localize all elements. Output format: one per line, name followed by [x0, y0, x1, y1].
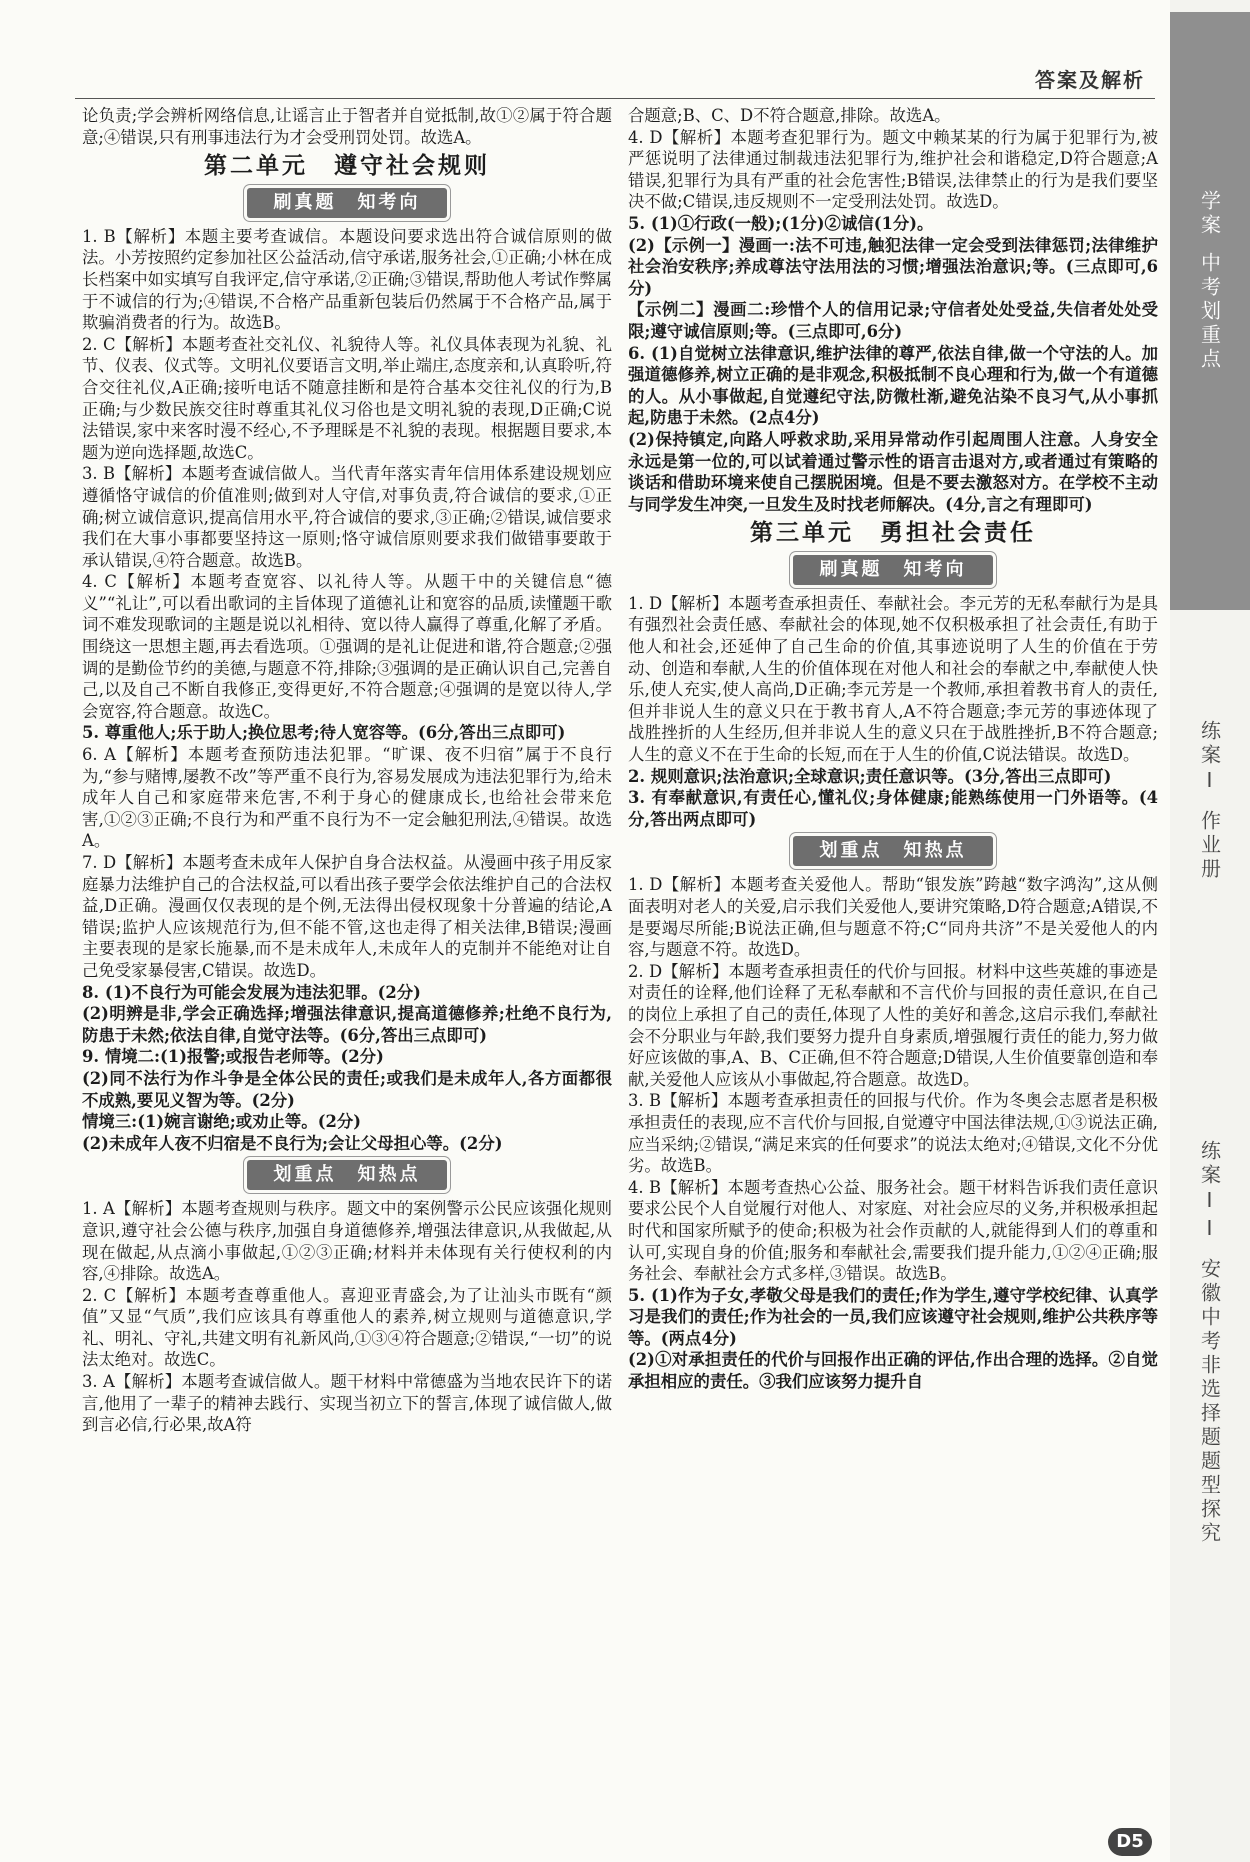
- answer-item: 5. (1)作为子女,孝敬父母是我们的责任;作为学生,遵守学校纪律、认真学习是我们的责任;作为社会的一员,我们应该遵守社会规则,维护公共秩序等等。(两点4分): [628, 1285, 1158, 1348]
- answer-item: 4. C【解析】本题考查宽容、以礼待人等。从题干中的关键信息“德义”“礼让”,可以看出歌词的主旨体现了道德礼让和宽容的品质,读懂题干歌词不难发现歌词的主题是说以礼相待、宽以待人赢得了尊重,化解了矛盾。围绕这一思想主题,再去看选项。①强调的是礼让促进和谐,符合题意;②强调的是勤俭节约的美德,与题意不符,排除;③强调的是正确认识自己,完善自己,以及自己不断自我修正,变得更好,不符合题意;④强调的是宽以待人,学会宽容,符合题意。故选C。: [82, 572, 612, 721]
- answer-item: 6. A【解析】本题考查预防违法犯罪。“旷课、夜不归宿”属于不良行为,“参与赌博,屡教不改”等严重不良行为,容易发展成为违法犯罪行为,给未成年人自己和家庭带来危害,不利于身心的健康成长,也给社会带来危害,①②③正确;不良行为和严重不良行为不一定会触犯刑法,④错误。故选A。: [82, 745, 612, 851]
- answer-item: 4. D【解析】本题考查犯罪行为。题文中赖某某的行为属于犯罪行为,被严惩说明了法律通过制裁违法犯罪行为,维护社会和谐稳定,D符合题意;A错误,犯罪行为具有严重的社会危害性;B错误,法律禁止的行为是我们要坚决不做;C错误,违反规则不一定受刑法处罚。故选D。: [628, 127, 1158, 212]
- answer-item: 2. 规则意识;法治意识;全球意识;责任意识等。(3分,答出三点即可): [628, 766, 1112, 786]
- sidebar-tab-lianan2: 练案II 安徽中考非选择题题型探究: [1197, 1140, 1222, 1546]
- section-banner: 刷真题 知考向: [247, 188, 447, 218]
- sidebar-tab-lianan1: 练案I 作业册: [1197, 720, 1222, 882]
- answer-item: 5. 尊重他人;乐于助人;换位思考;待人宽容等。(6分,答出三点即可): [82, 723, 566, 743]
- answer-item: 6. (1)自觉树立法律意识,维护法律的尊严,依法自律,做一个守法的人。加强道德修养,树立正确的是非观念,积极抵制不良心理和行为,做一个有道德的人。从小事做起,自觉遵纪守法,防微杜渐,避免沾染不良习气,从小事抓起,防患于未然。(2点4分): [628, 343, 1158, 428]
- answer-item: 1. A【解析】本题考查规则与秩序。题文中的案例警示公民应该强化规则意识,遵守社会公德与秩序,加强自身道德修养,增强法律意识,从我做起,从现在做起,从点滴小事做起,①②③正确;材料并未体现有关行使权利的内容,④排除。故选A。: [82, 1199, 612, 1284]
- answer-item: 4. B【解析】本题考查热心公益、服务社会。题干材料告诉我们责任意识要求公民个人自觉履行对他人、对家庭、对社会应尽的义务,并积极承担起时代和国家所赋予的使命;积极为社会作贡献的人,就能得到人们的尊重和认可,实现自身的价值;服务和奉献社会,需要我们提升能力,①②④正确;服务社会、奉献社会方式多样,③错误。故选B。: [628, 1177, 1158, 1284]
- answer-item: 3. A【解析】本题考查诚信做人。题干材料中常德盛为当地农民许下的诺言,他用了一辈子的精神去践行、实现当初立下的誓言,体现了诚信做人,做到言必信,行必果,故A符: [82, 1372, 612, 1435]
- answer-item: 2. C【解析】本题考查社交礼仪、礼貌待人等。礼仪具体表现为礼貌、礼节、仪表、仪式等。文明礼仪要语言文明,举止端庄,态度亲和,认真聆听,符合交往礼仪,A正确;接听电话不随意挂断和是符合基本交往礼仪的行为,B正确;与少数民族交往时尊重其礼仪习俗也是文明礼貌的表现,D正确;C说法错误,家中来客时漫不经心,不予理睬是不礼貌的表现。根据题目要求,本题为逆向选择题,故选C。: [82, 334, 612, 462]
- answer-item: 1. D【解析】本题考查承担责任、奉献社会。李元芳的无私奉献行为是具有强烈社会责任感、奉献社会的体现,她不仅积极承担了社会责任,有助于他人和社会,还延伸了自己生命的价值,其事迹说明了人生的价值在于劳动、创造和奉献,人生的价值体现在对他人和社会的奉献之中,奉献使人快乐,使人充实,使人高尚,D正确;李元芳是一个教师,承担着教书育人的责任,但并非说人生的意义只在于教书育人,A不符合题意;李元芳的事迹体现了战胜挫折的人生经历,但并非说人生的意义只在于战胜挫折,B不符合题意;人生的意义不在于生命的长短,而在于人生的价值,C说法错误。故选D。: [628, 593, 1158, 765]
- section-banner: 划重点 知热点: [247, 1160, 447, 1190]
- unit2-title: 第二单元 遵守社会规则: [204, 153, 490, 180]
- unit3-title: 第三单元 勇担社会责任: [750, 520, 1036, 547]
- answer-item: 3. B【解析】本题考查诚信做人。当代青年落实青年信用体系建设规划应遵循恪守诚信的价值准则;做到对人守信,对事负责,符合诚信的要求,①正确;树立诚信意识,提高信用水平,符合诚信的要求,③正确;②错误,诚信要求我们在大事小事都要坚持这一原则;恪守诚信原则要求我们做错事要敢于承认错误,④符合题意。故选B。: [82, 464, 612, 570]
- answer-item: (2)保持镇定,向路人呼救求助,采用异常动作引起周围人注意。人身安全永远是第一位的,可以试着通过警示性的语言击退对方,或者通过有策略的谈话和借助环境来使自己摆脱困境。但是不要去激怒对方。在学校不主动与同学发生冲突,一旦发生及时找老师解决。(4分,言之有理即可): [628, 429, 1158, 514]
- answer-item: 3. B【解析】本题考查承担责任的回报与代价。作为冬奥会志愿者是积极承担责任的表现,应不言代价与回报,自觉遵守中国法律法规,①③说法正确,应当采纳;②错误,“满足来宾的任何要求”的说法太绝对;④错误,文化不分优劣。故选B。: [628, 1091, 1158, 1176]
- answer-item: (2)【示例一】漫画一:法不可违,触犯法律一定会受到法律惩罚;法律维护社会治安秩序;养成尊法守法用法的习惯;增强法治意识;等。(三点即可,6分): [628, 235, 1158, 298]
- answer-item: 【示例二】漫画二:珍惜个人的信用记录;守信者处处受益,失信者处处受限;遵守诚信原则;等。(三点即可,6分): [628, 300, 1158, 341]
- section-banner: 刷真题 知考向: [793, 555, 993, 585]
- answer-item: (2)未成年人夜不归宿是不良行为;会让父母担心等。(2分): [82, 1133, 503, 1153]
- answer-item: 合题意;B、C、D不符合题意,排除。故选A。: [628, 106, 951, 125]
- left-column: [82, 105, 612, 1436]
- answer-item: 5. (1)①行政(一般);(1分)②诚信(1分)。: [628, 213, 934, 233]
- answer-item: 9. 情境二:(1)报警;或报告老师等。(2分): [82, 1047, 384, 1067]
- answer-item: 情境三:(1)婉言谢绝;或劝止等。(2分): [82, 1112, 362, 1132]
- answer-item: (2)同不法行为作斗争是全体公民的责任;或我们是未成年人,各方面都很不成熟,要见义智为等。(2分): [82, 1068, 612, 1110]
- section-banner: 划重点 知热点: [793, 836, 993, 866]
- answer-item: (2)明辨是非,学会正确选择;增强法律意识,提高道德修养;杜绝不良行为,防患于未然;依法自律,自觉守法等。(6分,答出三点即可): [82, 1004, 612, 1045]
- answer-item: 3. 有奉献意识,有责任心,懂礼仪;身体健康;能熟练使用一门外语等。(4分,答出两点即可): [628, 788, 1158, 829]
- sidebar-tab-xuean: 学案 中考划重点: [1197, 190, 1222, 372]
- answer-item: (2)①对承担责任的代价与回报作出正确的评估,作出合理的选择。②自觉承担相应的责任。③我们应该努力提升自: [628, 1350, 1158, 1392]
- header-divider: [75, 98, 1155, 99]
- answer-item: 2. D【解析】本题考查承担责任的代价与回报。材料中这些英雄的事迹是对责任的诠释,他们诠释了无私奉献和不言代价与回报的责任意识,在自己的岗位上承担了自己的责任,体现了人性的美好和善念,这启示我们,奉献社会不分职业与年龄,我们要努力提升自身素质,增强履行责任的能力,努力做好应该做的事,A、B、C正确,但不符合题意;D错误,人生价值要靠创造和奉献,关爱他人应该从小事做起,符合题意。故选D。: [628, 961, 1158, 1089]
- answer-item: 1. B【解析】本题主要考查诚信。本题设问要求选出符合诚信原则的做法。小芳按照约定参加社区公益活动,信守承诺,服务社会,①正确;小林在成长档案中如实填写自我评定,信守承诺,②正确;③错误,帮助他人考试作弊属于不诚信的行为;④错误,不合格产品重新包装后仍然属于不合格产品,属于欺骗消费者的行为。故选B。: [82, 226, 612, 333]
- header-title: 答案及解析: [1035, 68, 1145, 92]
- right-column: [628, 105, 1158, 1393]
- page-number: D5: [1108, 1828, 1152, 1856]
- answer-item: 2. C【解析】本题考查尊重他人。喜迎亚青盛会,为了让汕头市既有“颜值”又显“气质”,我们应该具有尊重他人的素养,树立规则与道德意识,学礼、明礼、守礼,共建文明有礼新风尚,①③④符合题意;②错误,“一切”的说法太绝对。故选C。: [82, 1285, 612, 1370]
- answer-item: 8. (1)不良行为可能会发展为违法犯罪。(2分): [82, 982, 421, 1002]
- answer-item: 7. D【解析】本题考查未成年人保护自身合法权益。从漫画中孩子用反家庭暴力法维护自己的合法权益,可以看出孩子要学会依法维护自己的合法权益,D正确。漫画仅仅表现的是个例,无法得出侵权现象十分普遍的结论,A错误;监护人应该规范行为,但不能不管,这也走得了相关法律,B错误;漫画主要表现的是家长施暴,而不是未成年人,未成年人的克制并不能绝对让自己免受家暴侵害,C错误。故选D。: [82, 853, 612, 980]
- intro-text: 论负责;学会辨析网络信息,让谣言止于智者并自觉抵制,故①②属于符合题意;④错误,只有刑事违法行为才会受刑罚处罚。故选A。: [82, 106, 612, 147]
- answer-item: 1. D【解析】本题考查关爱他人。帮助“银发族”跨越“数字鸿沟”,这从侧面表明对老人的关爱,启示我们关爱他人,要讲究策略,D符合题意;A错误,不是要竭尽所能;B说法正确,但与题意不符;C“同舟共济”不是关爱他人的内容,与题意不符。故选D。: [628, 875, 1158, 960]
